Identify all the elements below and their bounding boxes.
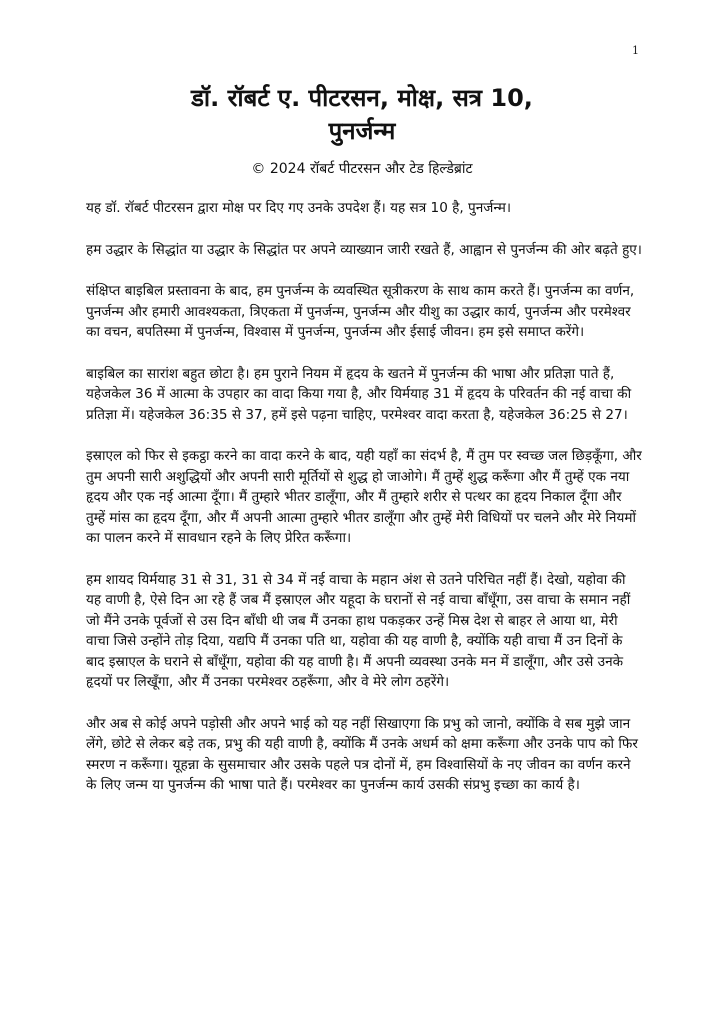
document-body <box>86 198 642 817</box>
copyright-line: © 2024 रॉबर्ट पीटरसन और टेड हिल्डेब्रांट <box>251 161 473 177</box>
paragraph-outline: संक्षिप्त बाइबिल प्रस्तावना के बाद, हम पुनर्जन्म के व्यवस्थित सूत्रीकरण के साथ काम करते हैं। पुनर्जन्म का वर्णन, पुनर्जन्म और हमारी आवश्यकता, त्रिएकता में पुनर्जन्म, पुनर्जन्म और यीशु का उद्धार कार्य, पुनर्जन्म और परमेश्वर का वचन, बपतिस्मा में पुनर्जन्म, विश्वास में पुनर्जन्म, पुनर्जन्म और ईसाई जीवन। हम इसे समाप्त करेंगे। <box>86 283 635 340</box>
paragraph-john-new-life: और अब से कोई अपने पड़ोसी और अपने भाई को यह नहीं सिखाएगा कि प्रभु को जानो, क्योंकि वे सब मुझे जान लेंगे, छोटे से लेकर बड़े तक, प्रभु की यही वाणी है, क्योंकि मैं उनके अधर्म को क्षमा करूँगा और उनके पाप को फिर स्मरण न करूँगा। यूहन्ना के सुसमाचार और उसके पहले पत्र दोनों में, हम विश्वासियों के नए जीवन का वर्णन करने के लिए जन्म या पुनर्जन्म की भाषा पाते हैं। परमेश्वर का पुनर्जन्म कार्य उसकी संप्रभु इच्छा का कार्य है। <box>86 715 638 793</box>
paragraph-biblical-summary: बाइबिल का सारांश बहुत छोटा है। हम पुराने नियम में हृदय के खतने में पुनर्जन्म की भाषा और प्रतिज्ञा पाते हैं, यहेजकेल 36 में आत्मा के उपहार का वादा किया गया है, और यिर्मयाह 31 में हृदय के परिवर्तन की नई वाचा की प्रतिज्ञा में। यहेजकेल 36:35 से 37, हमें इसे पढ़ना चाहिए, परमेश्वर वादा करता है, यहेजकेल 36:25 से 27। <box>86 365 632 423</box>
paragraph-lecture-continuation: हम उद्धार के सिद्धांत या उद्धार के सिद्धांत पर अपने व्याख्यान जारी रखते हैं, आह्वान से पुनर्जन्म की ओर बढ़ते हुए। <box>86 241 642 258</box>
document-title <box>0 82 724 148</box>
page-number: 1 <box>632 44 639 57</box>
paragraph-jeremiah-quote: हम शायद यिर्मयाह 31 से 31, 31 से 34 में नई वाचा के महान अंश से उतने परिचित नहीं हैं। देखो, यहोवा की यह वाणी है, ऐसे दिन आ रहे हैं जब मैं इस्राएल और यहूदा के घरानों से नई वाचा बाँधूँगा, उस वाचा के समान नहीं जो मैंने उनके पूर्वजों से उस दिन बाँधी थी जब मैं उनका हाथ पकड़कर उन्हें मिस्र देश से बाहर ले आया था, मेरी वाचा जिसे उन्होंने तोड़ दिया, यद्यपि मैं उनका पति था, यहोवा की यह वाणी है, क्योंकि यही वाचा मैं उन दिनों के बाद इस्राएल के घराने से बाँधूँगा, यहोवा की यह वाणी है। मैं अपनी व्यवस्था उनके मन में डालूँगा, और उसे उनके हृदयों पर लिखूँगा, और मैं उनका परमेश्वर ठहरूँगा, और वे मेरे लोग ठहरेंगे। <box>86 571 631 690</box>
paragraph-intro: यह डॉ. रॉबर्ट पीटरसन द्वारा मोक्ष पर दिए गए उनके उपदेश हैं। यह सत्र 10 है, पुनर्जन्म। <box>86 200 511 216</box>
title-line-1: डॉ. रॉबर्ट ए. पीटरसन, मोक्ष, सत्र 10, <box>191 84 533 112</box>
title-line-2: पुनर्जन्म <box>328 117 396 145</box>
paragraph-ezekiel-quote: इस्राएल को फिर से इकट्ठा करने का वादा करने के बाद, यही यहाँ का संदर्भ है, मैं तुम पर स्वच्छ जल छिड़कूँगा, और तुम अपनी सारी अशुद्धियों और अपनी सारी मूर्तियों से शुद्ध हो जाओगे। मैं तुम्हें शुद्ध करूँगा और मैं तुम्हें एक नया हृदय और एक नई आत्मा दूँगा। मैं तुम्हारे भीतर डालूँगा, और मैं तुम्हारे शरीर से पत्थर का हृदय निकाल दूँगा और तुम्हें मांस का हृदय दूँगा, और मैं अपनी आत्मा तुम्हारे भीतर डालूँगा और तुम्हें मेरी विधियों पर चलने और मेरे नियमों का पालन करने में सावधान रहने के लिए प्रेरित करूँगा। <box>86 448 642 546</box>
